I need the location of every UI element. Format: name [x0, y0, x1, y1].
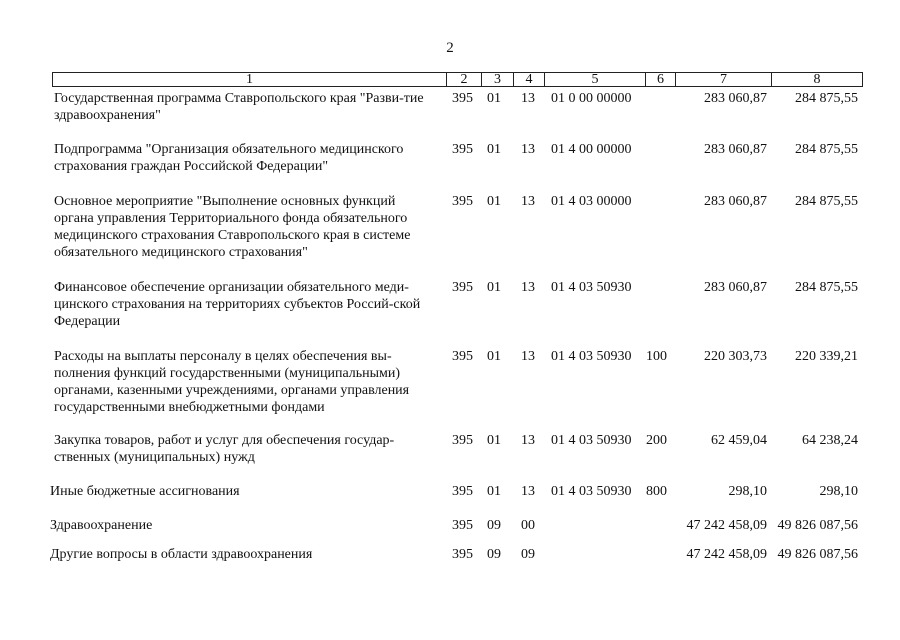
row-name: Другие вопросы в области здравоохранения [50, 547, 313, 562]
row-col3: 01 [487, 142, 501, 157]
row-col2: 395 [452, 547, 473, 562]
row-col7: 47 242 458,09 [686, 518, 767, 533]
row-col5: 01 0 00 00000 [551, 91, 632, 106]
row-col2: 395 [452, 349, 473, 364]
header-cell-4: 4 [513, 72, 545, 87]
row-col2: 395 [452, 91, 473, 106]
row-col8: 49 826 087,56 [777, 547, 858, 562]
row-col4: 13 [521, 194, 535, 209]
row-col2: 395 [452, 142, 473, 157]
row-name: Иные бюджетные ассигнования [50, 484, 240, 499]
row-col4: 13 [521, 280, 535, 295]
row-col4: 00 [521, 518, 535, 533]
row-col2: 395 [452, 518, 473, 533]
header-cell-8: 8 [771, 72, 863, 87]
row-col4: 13 [521, 91, 535, 106]
row-col7: 283 060,87 [704, 194, 767, 209]
row-col5: 01 4 03 00000 [551, 194, 632, 209]
row-name: Здравоохранение [50, 518, 153, 533]
row-col3: 09 [487, 547, 501, 562]
row-col3: 01 [487, 280, 501, 295]
row-col2: 395 [452, 280, 473, 295]
row-col7: 283 060,87 [704, 91, 767, 106]
row-name: Подпрограмма "Организация обязательного медицинского страхования граждан Российской Федерации" [54, 142, 404, 174]
row-col5: 01 4 00 00000 [551, 142, 632, 157]
row-col3: 01 [487, 484, 501, 499]
row-col3: 01 [487, 91, 501, 106]
row-col4: 13 [521, 433, 535, 448]
header-cell-2: 2 [446, 72, 482, 87]
page-number: 2 [446, 40, 454, 56]
row-col8: 284 875,55 [795, 142, 858, 157]
row-col2: 395 [452, 194, 473, 209]
row-col2: 395 [452, 484, 473, 499]
row-name: Расходы на выплаты персоналу в целях обеспечения вы-полнения функций государственными (муниципальными) органами, казенными учреждениями, органами управления государственными внебюджетными фондами [54, 349, 410, 415]
row-col7: 283 060,87 [704, 280, 767, 295]
row-col8: 284 875,55 [795, 91, 858, 106]
row-name: Финансовое обеспечение организации обязательного меди-цинского страхования на территориях субъектов Россий-ской Федерации [54, 280, 421, 329]
row-col7: 298,10 [728, 484, 767, 499]
row-col4: 09 [521, 547, 535, 562]
header-cell-7: 7 [675, 72, 772, 87]
row-col3: 01 [487, 349, 501, 364]
row-col8: 64 238,24 [802, 433, 858, 448]
row-col8: 298,10 [819, 484, 858, 499]
row-col8: 284 875,55 [795, 194, 858, 209]
header-cell-6: 6 [645, 72, 676, 87]
row-col4: 13 [521, 349, 535, 364]
row-col2: 395 [452, 433, 473, 448]
row-col3: 01 [487, 433, 501, 448]
row-col8: 49 826 087,56 [777, 518, 858, 533]
header-cell-5: 5 [544, 72, 646, 87]
row-col7: 62 459,04 [711, 433, 767, 448]
row-col6: 100 [646, 349, 667, 364]
row-col8: 284 875,55 [795, 280, 858, 295]
row-col5: 01 4 03 50930 [551, 484, 632, 499]
row-col8: 220 339,21 [795, 349, 858, 364]
row-col6: 200 [646, 433, 667, 448]
row-col7: 47 242 458,09 [686, 547, 767, 562]
row-name: Основное мероприятие "Выполнение основных функций органа управления Территориального фонда обязательного медицинского страхования Ставропольского края в системе обязательного медицинского страхования" [54, 194, 411, 260]
row-col3: 09 [487, 518, 501, 533]
header-cell-1: 1 [52, 72, 447, 87]
row-col4: 13 [521, 484, 535, 499]
row-col5: 01 4 03 50930 [551, 349, 632, 364]
row-col5: 01 4 03 50930 [551, 433, 632, 448]
row-name: Государственная программа Ставропольского края "Разви-тие здравоохранения" [54, 91, 424, 123]
row-col3: 01 [487, 194, 501, 209]
row-name: Закупка товаров, работ и услуг для обеспечения государ-ственных (муниципальных) нужд [54, 433, 395, 465]
row-col5: 01 4 03 50930 [551, 280, 632, 295]
row-col6: 800 [646, 484, 667, 499]
header-cell-3: 3 [481, 72, 514, 87]
row-col7: 220 303,73 [704, 349, 767, 364]
row-col7: 283 060,87 [704, 142, 767, 157]
row-col4: 13 [521, 142, 535, 157]
